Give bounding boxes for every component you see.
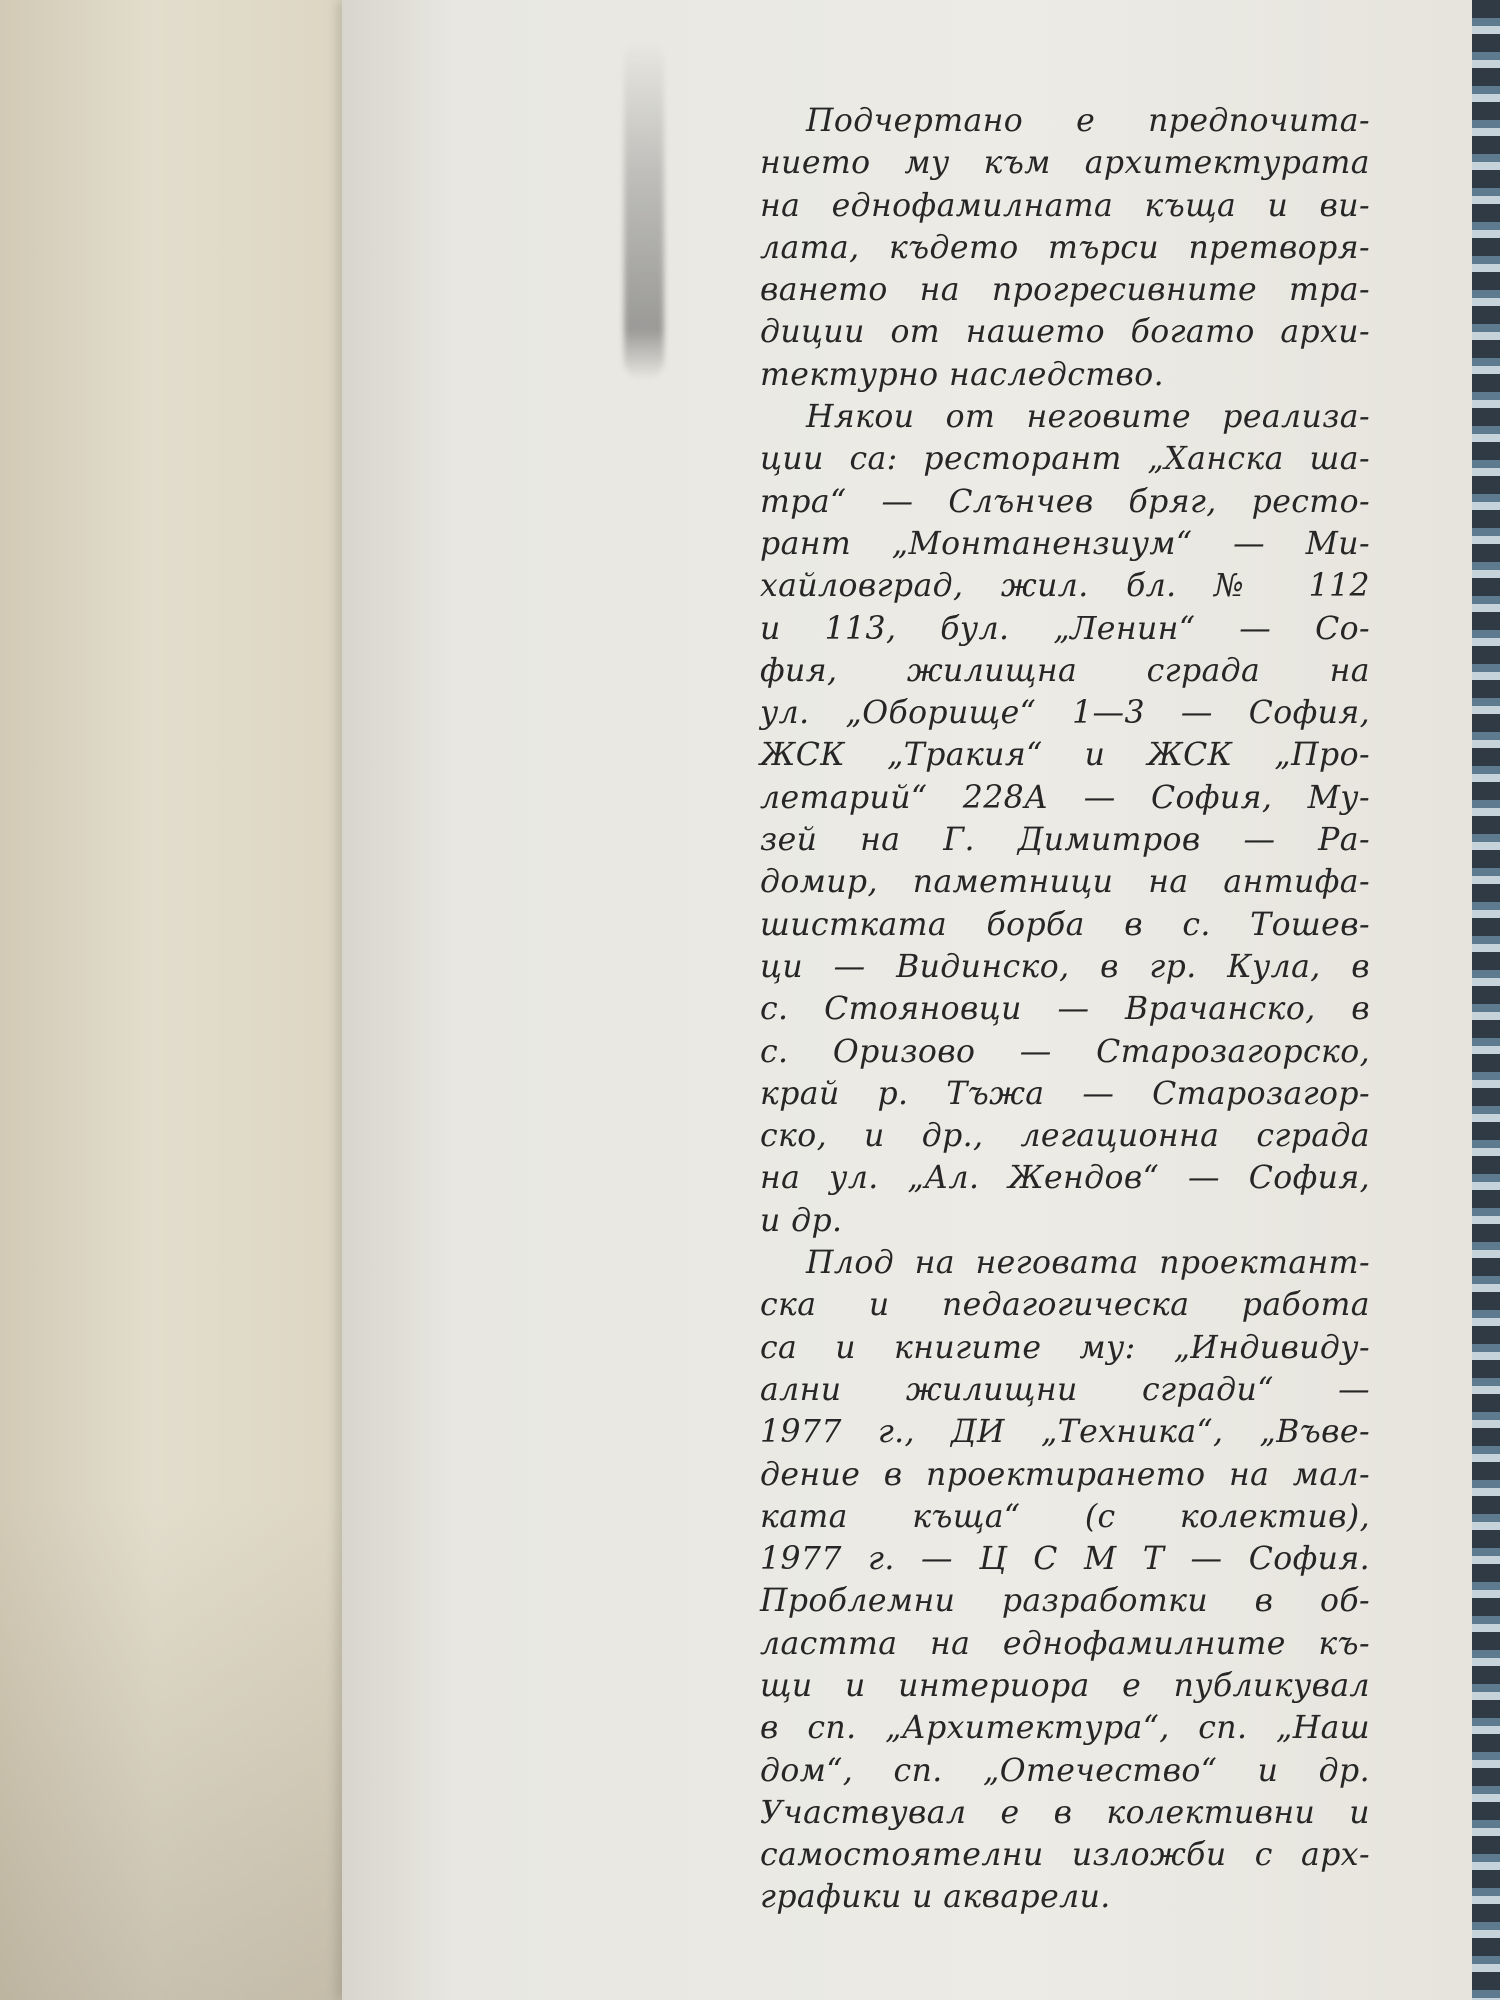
text-line: са и книгите му: „Индивиду- bbox=[760, 1329, 1370, 1366]
flap-shadow bbox=[0, 1500, 342, 2000]
text-line: щи и интериора е публикувал bbox=[760, 1667, 1370, 1704]
text-line: диции от нашето богато архи- bbox=[760, 314, 1370, 351]
text-line: ска и педагогическа работа bbox=[760, 1287, 1370, 1324]
text-line: нието му към архитектурата bbox=[760, 145, 1370, 182]
text-line: Подчертано е предпочита- bbox=[806, 103, 1370, 139]
text-line: Участвувал е в колективни и bbox=[760, 1794, 1370, 1831]
paragraph-3 bbox=[760, 1242, 1370, 1919]
text-line: на ул. „Ал. Жендов“ — София, bbox=[760, 1160, 1370, 1197]
text-line: ването на прогресивните тра- bbox=[760, 272, 1370, 309]
biography-text bbox=[760, 100, 1370, 1919]
text-line: на еднофамилната къща и ви- bbox=[760, 187, 1370, 224]
text-line: Някои от неговите реализа- bbox=[806, 399, 1370, 436]
text-line: домир, паметници на антифа- bbox=[760, 864, 1370, 901]
text-line: графики и акварели. bbox=[760, 1879, 1111, 1916]
text-line: тектурно наследство. bbox=[760, 356, 1165, 393]
text-line: ци — Видинско, в гр. Кула, в bbox=[760, 948, 1370, 985]
text-line: фия, жилищна сграда на bbox=[760, 652, 1370, 689]
text-line: летарий“ 228А — София, Му- bbox=[760, 779, 1370, 816]
text-line: с. Оризово — Старозагорско, bbox=[760, 1033, 1370, 1070]
text-line: ластта на еднофамилните къ- bbox=[760, 1625, 1370, 1662]
text-line: тра“ — Слънчев бряг, ресто- bbox=[760, 483, 1370, 520]
text-line: ции са: ресторант „Ханска ша- bbox=[760, 441, 1370, 478]
text-line: ката къща“ (с колектив), bbox=[760, 1498, 1370, 1535]
text-line: рант „Монтанензиум“ — Ми- bbox=[760, 525, 1370, 562]
text-line: в сп. „Архитектура“, сп. „Наш bbox=[760, 1710, 1370, 1747]
text-line: Проблемни разработки в об- bbox=[760, 1583, 1370, 1620]
text-line: Плод на неговата проектант- bbox=[806, 1245, 1370, 1282]
text-line: и др. bbox=[760, 1202, 843, 1239]
text-line: 1977 г. — Ц С М Т — София. bbox=[760, 1541, 1370, 1578]
text-line: лата, където търси претворя- bbox=[760, 229, 1370, 266]
text-line: с. Стояновци — Врачанско, в bbox=[760, 991, 1370, 1028]
text-line: самостоятелни изложби с арх- bbox=[760, 1837, 1370, 1874]
text-line: хайловград, жил. бл. № 112 bbox=[760, 568, 1370, 605]
text-line: дом“, сп. „Отечество“ и др. bbox=[760, 1752, 1370, 1789]
text-line: и 113, бул. „Ленин“ — Со- bbox=[760, 610, 1370, 647]
text-line: зей на Г. Димитров — Ра- bbox=[760, 822, 1370, 859]
text-line: ско, и др., легационна сграда bbox=[760, 1118, 1370, 1155]
text-line: ул. „Оборище“ 1—3 — София, bbox=[760, 695, 1370, 732]
text-line: 1977 г., ДИ „Техника“, „Въве- bbox=[760, 1414, 1370, 1451]
text-line: край р. Тъжа — Старозагор- bbox=[760, 1075, 1370, 1112]
page-smudge bbox=[624, 40, 664, 380]
paragraph-1 bbox=[760, 100, 1370, 396]
text-line: дение в проектирането на мал- bbox=[760, 1456, 1370, 1493]
cover-edge bbox=[1472, 0, 1500, 2000]
text-line: ални жилищни сгради“ — bbox=[760, 1371, 1370, 1408]
text-line: ЖСК „Тракия“ и ЖСК „Про- bbox=[760, 737, 1370, 774]
text-line: шистката борба в с. Тошев- bbox=[760, 906, 1370, 943]
paragraph-2 bbox=[760, 396, 1370, 1242]
